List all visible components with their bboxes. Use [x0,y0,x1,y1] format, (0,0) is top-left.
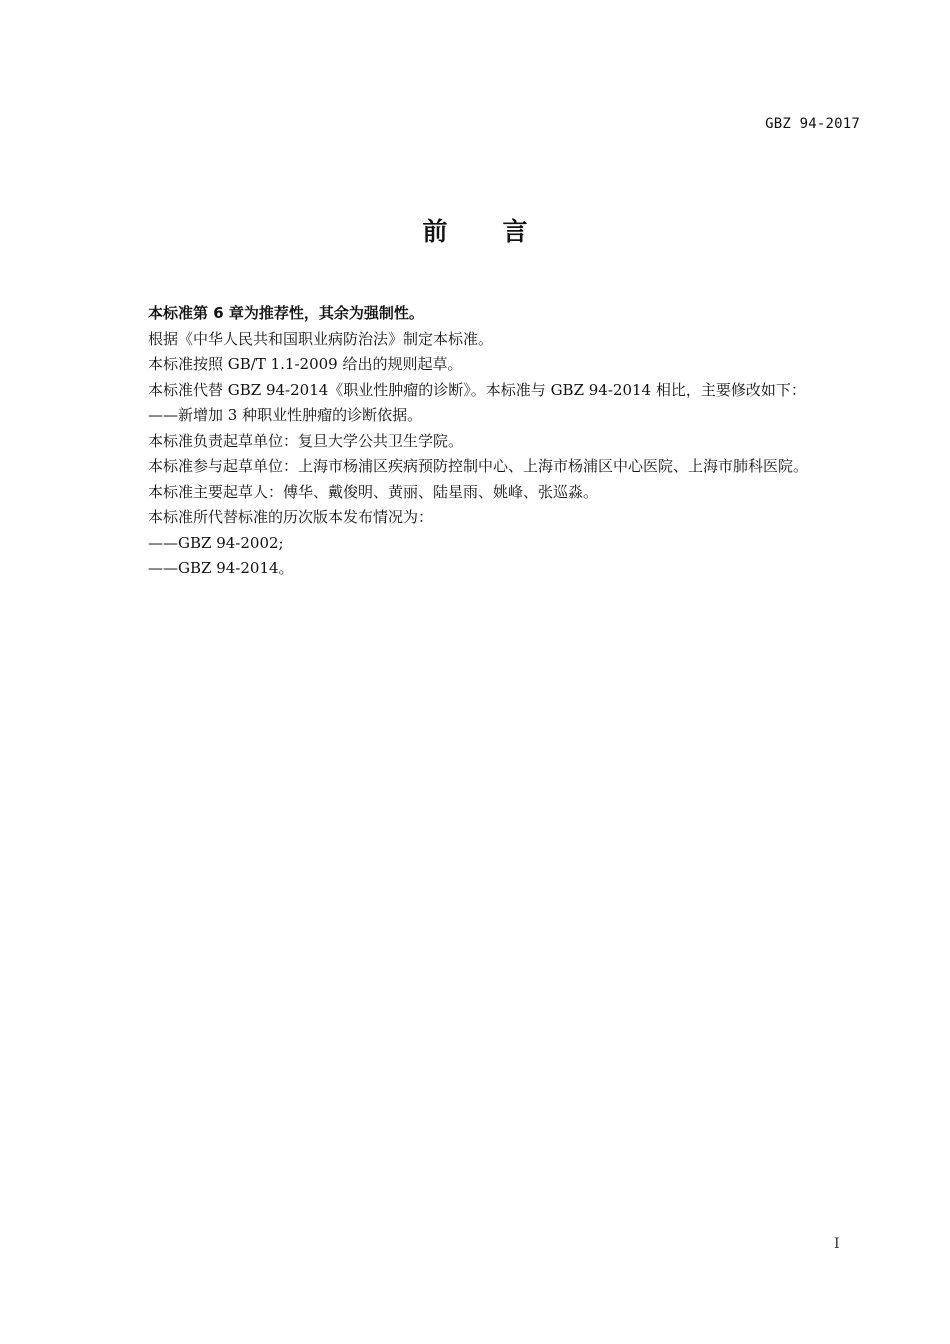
page-number: I [834,1236,840,1252]
foreword-line-participating-units: 本标准参与起草单位：上海市杨浦区疾病预防控制中心、上海市杨浦区中心医院、上海市肺科医院。 [148,457,809,475]
foreword-line-change-item: ——新增加 3 种职业性肿瘤的诊断依据。 [148,406,423,424]
foreword-line-history-2014: ——GBZ 94-2014。 [148,559,294,577]
foreword-line-replacement: 本标准代替 GBZ 94-2014《职业性肿瘤的诊断》。本标准与 GBZ 94-2014 相比，主要修改如下： [148,380,806,399]
foreword-line-recommendation: 本标准第 6 章为推荐性，其余为强制性。 [148,304,424,322]
foreword-line-legal-basis: 根据《中华人民共和国职业病防治法》制定本标准。 [148,329,494,348]
section-title: 前言 [422,217,583,246]
foreword-line-drafters: 本标准主要起草人：傅华、戴俊明、黄丽、陆星雨、姚峰、张巡淼。 [148,482,599,501]
foreword-line-history-2002: ——GBZ 94-2002; [148,533,284,552]
document-code: GBZ 94-2017 [765,116,860,132]
foreword-line-drafting-rules: 本标准按照 GB/T 1.1-2009 给出的规则起草。 [148,355,463,373]
foreword-body [148,301,868,582]
foreword-line-history-intro: 本标准所代替标准的历次版本发布情况为： [148,508,434,526]
foreword-line-responsible-unit: 本标准负责起草单位：复旦大学公共卫生学院。 [148,431,464,450]
